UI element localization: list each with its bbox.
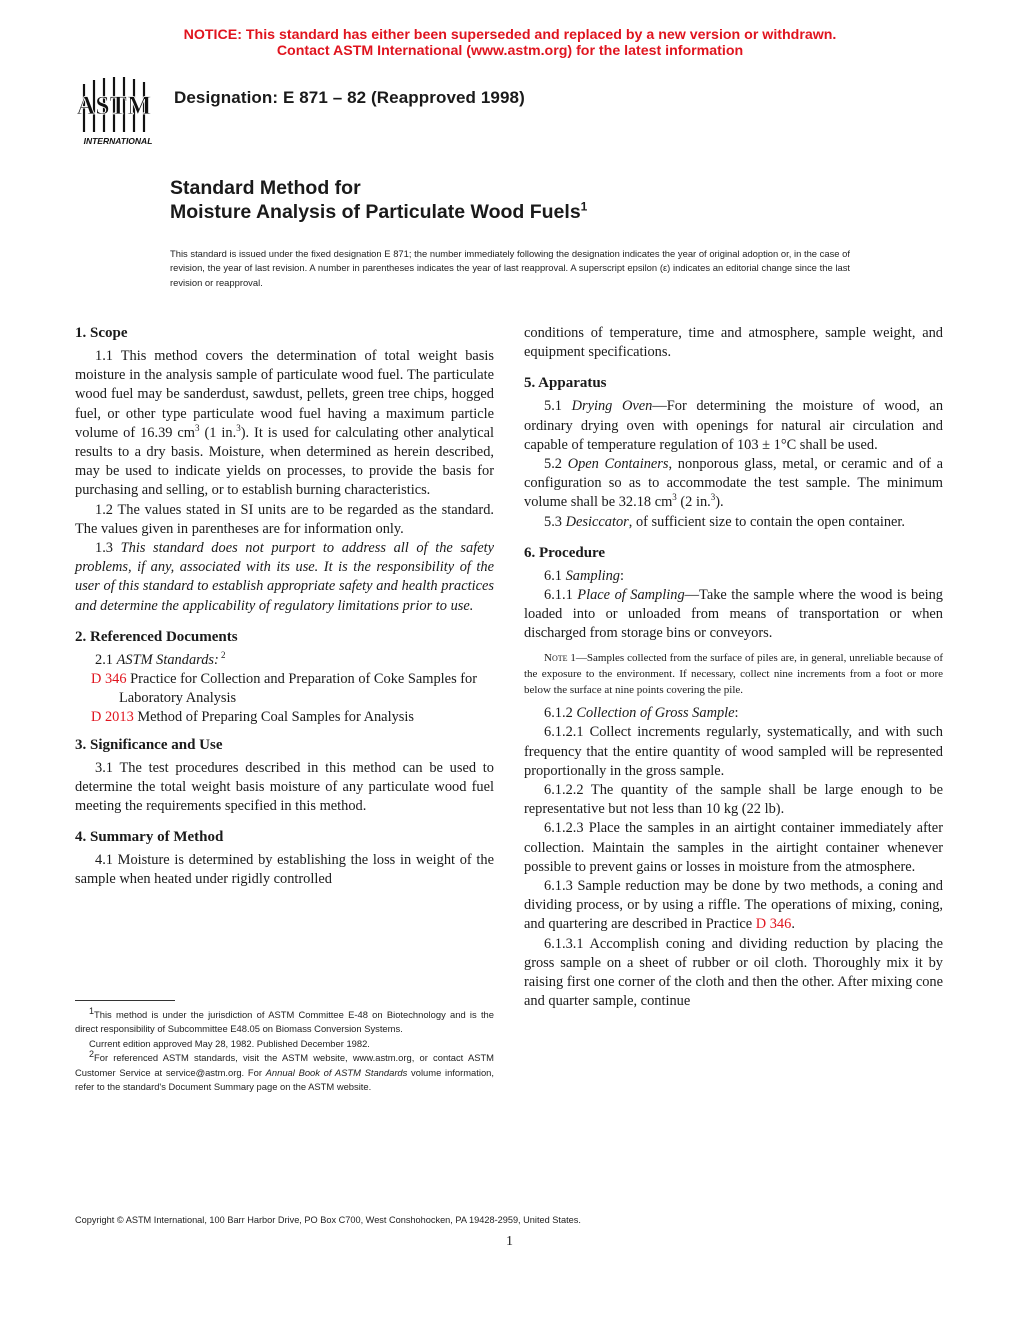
paragraph-6-1-3: 6.1.3 Sample reduction may be done by two methods, a coning and dividing process, or by using a riffle. The operations of mixing, coning, and quartering are described in Practice D 346. (524, 878, 943, 933)
left-column (75, 324, 494, 890)
paragraph-6-1-2-2: 6.1.2.2 The quantity of the sample shall be large enough to be representative but not less than 10 kg (22 lb). (524, 782, 943, 818)
astm-logo (76, 76, 160, 148)
paragraph-1-2: 1.2 The values stated in SI units are to be regarded as the standard. The values given in parentheses are for information only. (75, 501, 494, 537)
document-title (170, 176, 587, 224)
reference-d2013: D 2013 Method of Preparing Coal Samples for Analysis (91, 709, 414, 726)
paragraph-6-1-2-3: 6.1.2.3 Place the samples in an airtight container immediately after collection. Maintain the samples in the airtight container whenever possible to prevent gains or losses in moisture from the atmosphere. (524, 820, 943, 875)
title-line-1: Standard Method for (170, 177, 361, 199)
notice-line-2: Contact ASTM International (www.astm.org) for the latest information (276, 43, 744, 59)
astm-logo-subtext: INTERNATIONAL (83, 136, 153, 146)
section-heading-referenced-documents: 2. Referenced Documents (75, 628, 238, 645)
reference-d346: D 346 Practice for Collection and Preparation of Coke Samples for Laboratory Analysis (91, 671, 478, 707)
designation: Designation: E 871 – 82 (Reapproved 1998) (174, 88, 525, 107)
section-heading-procedure: 6. Procedure (524, 544, 606, 561)
paragraph-6-1-3-1: 6.1.3.1 Accomplish coning and dividing reduction by placing the gross sample on a sheet of rubber or oil cloth. Thoroughly mix it by raising first one corner of the cloth and then the other. After mixing cone and quarter sample, continue (524, 935, 943, 1010)
paragraph-6-1: 6.1 Sampling: (544, 567, 624, 584)
paragraph-4-1: 4.1 Moisture is determined by establishing the loss in weight of the sample when heated under rigidly controlled (75, 852, 494, 888)
supersede-notice (0, 27, 1020, 59)
footnotes (75, 1005, 494, 1094)
note-1: Note 1—Samples collected from the surface of piles are, in general, unreliable because of the exposure to the environment. If necessary, collect nine increments from a foot or more below the surface at nine points covering the pile. (524, 651, 943, 697)
reference-link-d2013[interactable]: D 2013 (91, 709, 134, 726)
footnote-2: $^2$For referenced ASTM standards, visit the ASTM website, www.astm.org, or contact ASTM Customer Service at service@astm.org. For Annual Book of ASTM Standards volume information, refer to the standard's Document Summary page on the ASTM website. (75, 1049, 494, 1093)
paragraph-5-2: 5.2 Open Containers, nonporous glass, metal, or ceramic and of a configuration so as to accommodate the test sample. The minimum volume shall be 32.18 $cm^3$ (2 in.$^3$). (524, 456, 943, 511)
footnote-1-approval: Current edition approved May 28, 1982. Published December 1982. (89, 1037, 370, 1049)
reference-link-d346[interactable]: D 346 (91, 671, 127, 688)
title-line-2: Moisture Analysis of Particulate Wood Fuels$^1$ (170, 199, 588, 223)
section-heading-apparatus: 5. Apparatus (524, 375, 607, 392)
astm-logo-text: ASTM (76, 91, 152, 120)
paragraph-1-3: 1.3 This standard does not purport to address all of the safety problems, if any, associated with its use. It is the responsibility of the user of this standard to establish appropriate safety and health practices and determine the applicability of regulatory limitations prior to use. (75, 540, 494, 614)
reference-link-d346-inline[interactable]: D 346 (755, 916, 792, 933)
section-heading-scope: 1. Scope (75, 325, 128, 341)
paragraph-4-1-continued: conditions of temperature, time and atmosphere, sample weight, and equipment specifications. (524, 325, 943, 361)
paragraph-6-1-2: 6.1.2 Collection of Gross Sample: (544, 705, 739, 722)
right-column (524, 324, 943, 1012)
copyright-line: Copyright © ASTM International, 100 Barr Harbor Drive, PO Box C700, West Conshohocken, PA 19428-2959, United States. (75, 1215, 581, 1225)
paragraph-3-1: 3.1 The test procedures described in this method can be used to determine the total weight basis moisture of any particulate wood fuel meeting the requirements specified in this method. (75, 759, 494, 815)
paragraph-6-1-1: 6.1.1 Place of Sampling—Take the sample where the wood is being loaded into or unloaded from means of transportation or when discharged from storage bins or conveyors. (524, 587, 943, 642)
footnote-divider (75, 1000, 175, 1001)
paragraph-6-1-2-1: 6.1.2.1 Collect increments regularly, systematically, and with such frequency that the entire quantity of wood sampled will be represented proportionally in the gross sample. (524, 724, 943, 779)
paragraph-2-1: 2.1 ASTM Standards: $^2$ (95, 650, 226, 668)
notice-line-1: NOTICE: This standard has either been superseded and replaced by a new version or withdrawn. (183, 27, 837, 43)
page-number: 1 (506, 1234, 513, 1249)
issuance-statement: This standard is issued under the fixed designation E 871; the number immediately following the designation indicates the year of original adoption or, in the case of revision, the year of last revision. A number in parentheses indicates the year of last reapproval. A superscript epsilon (ε) indicates an editorial change since the last revision or reapproval. (170, 248, 850, 288)
section-heading-significance: 3. Significance and Use (75, 736, 223, 753)
section-heading-summary: 4. Summary of Method (75, 829, 224, 846)
paragraph-1-1: 1.1 This method covers the determination of total weight basis moisture in the analysis sample of particulate wood fuel. The particulate wood fuel may be sanderdust, sawdust, pellets, green tree chips, hogged fuel, or other type particulate wood fuel having a maximum particle volume of 16.39 $cm^3$ (1 in.$^3$). It is used for calculating other analytical results to a dry basis. Moisture, when determined as herein described, may be used to indicate yields on processes, to provide the basis for purchasing and selling, or to establish burning characteristics. (75, 348, 494, 499)
paragraph-5-3: 5.3 Desiccator, of sufficient size to contain the open container. (544, 513, 906, 530)
paragraph-5-1: 5.1 Drying Oven—For determining the moisture of wood, an ordinary drying oven with openings for natural air circulation and capable of temperature regulation of 103 ± 1°C shall be used. (524, 398, 944, 453)
footnote-1: $^1$This method is under the jurisdiction of ASTM Committee E-48 on Biotechnology and is the direct responsibility of Subcommittee E48.05 on Biomass Conversion Systems. (75, 1005, 494, 1035)
